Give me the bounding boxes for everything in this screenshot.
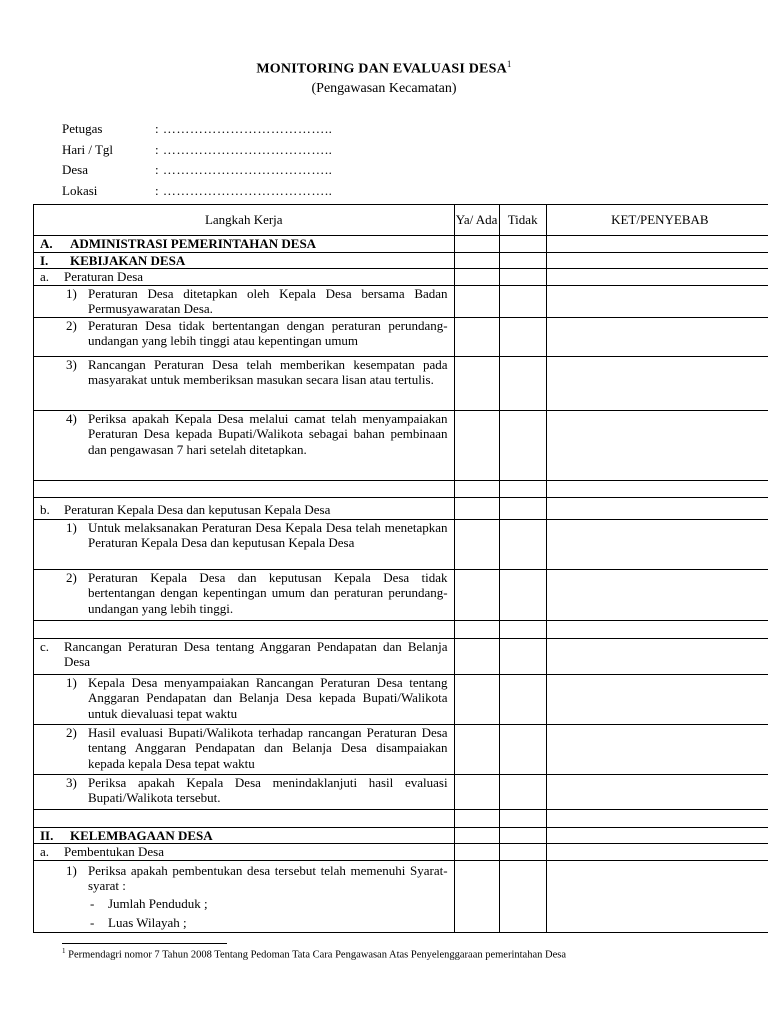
item-text: Peraturan Desa ditetapkan oleh Kepala Desa bersama Badan Permusyawaratan Desa. [88, 285, 448, 316]
footnote-text: Permendagri nomor 7 Tahun 2008 Tentang Pedoman Tata Cara Pengawasan Atas Penyelenggaraan pemerintahan Desa [68, 949, 566, 961]
tidak-cell[interactable] [499, 674, 546, 724]
table-row-empty [34, 480, 768, 497]
table-row [34, 860, 768, 932]
subsection-letter: a. [40, 269, 50, 284]
item-text: Peraturan Kepala Desa dan keputusan Kepala Desa tidak bertentangan dengan kepentingan umum dan peraturan perundang-undangan yang lebih tinggi. [88, 569, 448, 616]
ya-cell[interactable] [454, 724, 499, 774]
dash-text: Luas Wilayah ; [108, 915, 187, 930]
ya-cell[interactable] [454, 356, 499, 410]
table-row [34, 638, 768, 674]
ket-cell[interactable] [546, 480, 768, 497]
ket-cell[interactable] [546, 860, 768, 932]
tidak-cell[interactable] [499, 252, 546, 269]
table-row [34, 285, 768, 317]
subsection-heading [34, 497, 455, 519]
ya-cell[interactable] [454, 497, 499, 519]
table-row [34, 236, 768, 253]
subsection-text: Rancangan Peraturan Desa tentang Anggaran Pendapatan dan Belanja Desa [64, 638, 448, 669]
item-cell [34, 569, 455, 620]
ya-cell[interactable] [454, 809, 499, 827]
tidak-cell[interactable] [499, 410, 546, 480]
section-heading [34, 236, 455, 253]
ket-cell[interactable] [546, 236, 768, 253]
item-text: Periksa apakah Kepala Desa menindaklanjuti hasil evaluasi Bupati/Walikota tersebut. [88, 774, 448, 805]
tidak-cell[interactable] [499, 620, 546, 638]
subsection-letter: a. [40, 844, 50, 859]
item-text: Hasil evaluasi Bupati/Walikota terhadap rancangan Peraturan Desa tentang Anggaran Pendapatan dan Belanja Desa disampaiakan kepada kepala Desa tepat waktu [88, 724, 448, 771]
meta-row-hari-tgl [62, 142, 332, 163]
tidak-cell[interactable] [499, 285, 546, 317]
section-heading [34, 252, 455, 269]
ket-cell[interactable] [546, 774, 768, 809]
meta-value: : ……………………………….. [155, 121, 333, 136]
dash-mark: - [90, 895, 95, 911]
header-tidak: Tidak [499, 205, 546, 236]
item-number: 1) [66, 862, 77, 878]
table-row [34, 674, 768, 724]
tidak-cell[interactable] [499, 860, 546, 932]
ya-cell[interactable] [454, 860, 499, 932]
tidak-cell[interactable] [499, 774, 546, 809]
subsection-heading [34, 269, 455, 286]
meta-block [62, 121, 332, 203]
table-row [34, 569, 768, 620]
ya-cell[interactable] [454, 519, 499, 569]
subsection-text: Pembentukan Desa [64, 844, 165, 859]
item-number: 3) [66, 774, 77, 790]
item-number: 1) [66, 519, 77, 535]
ya-cell[interactable] [454, 674, 499, 724]
subsection-heading [34, 844, 455, 861]
table-row [34, 356, 768, 410]
ya-cell[interactable] [454, 317, 499, 356]
item-cell [34, 774, 455, 809]
ya-cell[interactable] [454, 269, 499, 286]
ya-cell[interactable] [454, 827, 499, 844]
item-number: 3) [66, 356, 77, 372]
meta-value: : ……………………………….. [155, 162, 333, 177]
table-header-row [34, 205, 768, 236]
ya-cell[interactable] [454, 480, 499, 497]
section-number: II. [40, 827, 54, 843]
table-row [34, 497, 768, 519]
item-number: 1) [66, 285, 77, 301]
ket-cell[interactable] [546, 410, 768, 480]
ket-cell[interactable] [546, 638, 768, 674]
table-row [34, 410, 768, 480]
document-title: MONITORING DAN EVALUASI DESA$^1$ [256, 59, 512, 77]
meta-row-desa [62, 162, 332, 183]
ket-cell[interactable] [546, 285, 768, 317]
ya-cell[interactable] [454, 410, 499, 480]
meta-label: Petugas [62, 121, 103, 136]
ya-cell[interactable] [454, 774, 499, 809]
ya-cell[interactable] [454, 252, 499, 269]
meta-label: Desa [62, 162, 88, 177]
section-text: ADMINISTRASI PEMERINTAHAN DESA [70, 236, 317, 251]
table-row-empty [34, 809, 768, 827]
ket-cell[interactable] [546, 724, 768, 774]
meta-row-petugas [62, 121, 332, 142]
header-ket-penyebab: KET/PENYEBAB [546, 205, 768, 236]
section-number: I. [40, 252, 49, 268]
dash-item [34, 896, 454, 912]
meta-value: : ……………………………….. [155, 141, 333, 157]
ket-cell[interactable] [546, 620, 768, 638]
item-number: 2) [66, 724, 77, 740]
table-row [34, 844, 768, 861]
ket-cell[interactable] [546, 269, 768, 286]
table-row [34, 724, 768, 774]
table-row [34, 252, 768, 269]
header-ya-ada: Ya/ Ada [454, 205, 499, 236]
item-text: Kepala Desa menyampaiakan Rancangan Peraturan Desa tentang Anggaran Pendapatan dan Belanja Desa kepada Bupati/Walikota untuk dievaluasi tepat waktu [88, 674, 448, 721]
item-number: 1) [66, 674, 77, 690]
subsection-letter: b. [40, 501, 50, 517]
item-text: Periksa apakah pembentukan desa tersebut telah memenuhi Syarat-syarat : [88, 862, 448, 893]
tidak-cell[interactable] [499, 317, 546, 356]
dash-item [34, 915, 454, 931]
ya-cell[interactable] [454, 844, 499, 861]
ya-cell[interactable] [454, 236, 499, 253]
meta-label: Lokasi [62, 182, 98, 198]
footnote-reference: 1 [506, 59, 512, 69]
ket-cell[interactable] [546, 497, 768, 519]
tidak-cell[interactable] [499, 497, 546, 519]
item-text: Periksa apakah Kepala Desa melalui camat telah menyampaiakan Peraturan Desa kepada Bupati/Walikota sebagai bahan pembinaan dan pengawasan 7 hari setelah ditetapkan. [88, 410, 448, 457]
item-cell [34, 519, 455, 569]
footnote-mark: 1 [62, 947, 66, 955]
ket-cell[interactable] [546, 844, 768, 861]
monitoring-table [33, 204, 768, 933]
tidak-cell[interactable] [499, 724, 546, 774]
subsection-text: Peraturan Kepala Desa dan keputusan Kepala Desa [64, 501, 331, 517]
subsection-letter: c. [40, 638, 50, 654]
ket-cell[interactable] [546, 317, 768, 356]
section-number: A. [40, 236, 53, 251]
ya-cell[interactable] [454, 638, 499, 674]
item-number: 2) [66, 569, 77, 585]
tidak-cell[interactable] [499, 844, 546, 861]
footnote-divider [62, 943, 227, 944]
ket-cell[interactable] [546, 519, 768, 569]
table-row [34, 827, 768, 844]
item-text: Untuk melaksanakan Peraturan Desa Kepala Desa telah menetapkan Peraturan Kepala Desa dan keputusan Kepala Desa [88, 519, 448, 550]
tidak-cell[interactable] [499, 638, 546, 674]
section-heading [34, 827, 455, 844]
ket-cell[interactable] [546, 356, 768, 410]
tidak-cell[interactable] [499, 269, 546, 286]
section-text: KELEMBAGAAN DESA [70, 827, 213, 843]
tidak-cell[interactable] [499, 827, 546, 844]
tidak-cell[interactable] [499, 809, 546, 827]
item-cell [34, 356, 455, 410]
item-cell [34, 860, 455, 932]
table-row [34, 519, 768, 569]
item-text: Peraturan Desa tidak bertentangan dengan peraturan perundang-undangan yang lebih tinggi atau kepentingan umum [88, 317, 448, 348]
item-number: 4) [66, 410, 77, 426]
tidak-cell[interactable] [499, 356, 546, 410]
tidak-cell[interactable] [499, 236, 546, 253]
item-cell [34, 410, 455, 480]
ket-cell[interactable] [546, 569, 768, 620]
header-langkah-kerja: Langkah Kerja [34, 205, 455, 236]
table-row [34, 317, 768, 356]
item-number: 2) [66, 317, 77, 333]
item-text: Rancangan Peraturan Desa telah memberikan kesempatan pada masyarakat untuk memberiksan masukan secara lisan atau tertulis. [88, 356, 448, 387]
ket-cell[interactable] [546, 674, 768, 724]
tidak-cell[interactable] [499, 569, 546, 620]
ket-cell[interactable] [546, 809, 768, 827]
ya-cell[interactable] [454, 285, 499, 317]
subsection-heading [34, 638, 455, 674]
item-cell [34, 317, 455, 356]
table-row-empty [34, 620, 768, 638]
ket-cell[interactable] [546, 252, 768, 269]
subsection-text: Peraturan Desa [64, 269, 144, 284]
tidak-cell[interactable] [499, 480, 546, 497]
item-cell [34, 724, 455, 774]
ya-cell[interactable] [454, 569, 499, 620]
ya-cell[interactable] [454, 620, 499, 638]
meta-label: Hari / Tgl [62, 141, 114, 157]
tidak-cell[interactable] [499, 519, 546, 569]
dash-mark: - [90, 915, 95, 930]
document-subtitle: (Pengawasan Kecamatan) [311, 81, 457, 96]
table-row [34, 774, 768, 809]
meta-value: : ……………………………….. [155, 182, 333, 198]
item-cell [34, 285, 455, 317]
item-cell [34, 674, 455, 724]
table-row [34, 269, 768, 286]
section-text: KEBIJAKAN DESA [70, 252, 186, 268]
footnote [62, 947, 566, 961]
dash-text: Jumlah Penduduk ; [108, 895, 208, 911]
ket-cell[interactable] [546, 827, 768, 844]
meta-row-lokasi [62, 183, 332, 204]
